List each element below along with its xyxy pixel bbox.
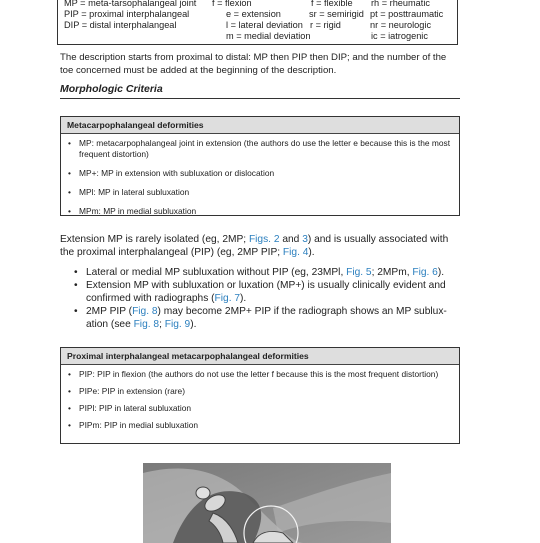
text: ; 2MPm, bbox=[371, 267, 413, 278]
text: ) and is usually associated with the proximal interphalangeal (PIP) (eg, 2MP PIP; bbox=[60, 234, 449, 258]
abbr-item: l = lateral deviation bbox=[226, 20, 303, 30]
box-item: • PIPe: PIP in extension (rare) bbox=[61, 386, 459, 397]
list-item bbox=[74, 305, 464, 331]
figure-link[interactable]: Fig. 9 bbox=[164, 319, 191, 330]
abbr-item: PIP = proximal interphalangeal bbox=[64, 9, 190, 19]
box-item: • PIPl: PIP in lateral subluxation bbox=[61, 403, 459, 414]
mp-deformities-box bbox=[60, 116, 460, 216]
abbr-col-2 bbox=[212, 0, 311, 42]
text: Extension MP is rarely isolated (eg, 2MP; bbox=[60, 234, 249, 245]
section-heading: Morphologic Criteria bbox=[60, 83, 163, 95]
figure-link[interactable]: Figs. 2 bbox=[248, 234, 280, 245]
bullet-list bbox=[74, 266, 464, 331]
abbr-item: r = rigid bbox=[310, 20, 341, 30]
figure-link[interactable]: Fig. 8 bbox=[133, 319, 160, 330]
list-item bbox=[74, 279, 464, 305]
box-item: • MPl: MP in lateral subluxation bbox=[61, 187, 459, 198]
figure-link[interactable]: Fig. 7 bbox=[214, 293, 241, 304]
box-item: • MP: metacarpophalangeal joint in extension (the authors do use the letter e because this is the most frequent distortion) bbox=[61, 138, 459, 160]
pip-deformities-box bbox=[60, 347, 460, 444]
intro-paragraph: The description starts from proximal to distal: MP then PIP then DIP; and the number of the toe concerned must be added at the beginning of the description. bbox=[60, 52, 447, 76]
text: ) may become 2MP+ PIP if the radiograph shows an MP sublux-ation (see bbox=[86, 306, 447, 330]
abbr-item: pt = posttraumatic bbox=[370, 9, 444, 19]
abbr-item: e = extension bbox=[226, 9, 281, 19]
text: ). bbox=[190, 319, 197, 330]
abbr-item: DIP = distal interphalangeal bbox=[64, 20, 177, 30]
box-item: • PIPm: PIP in medial subluxation bbox=[61, 420, 459, 431]
text: Lateral or medial MP subluxation without PIP (eg, 23MPl, bbox=[86, 267, 347, 278]
abbr-item: f = flexible bbox=[311, 0, 353, 8]
figure-link[interactable]: Fig. 4 bbox=[282, 247, 309, 258]
abbr-col-4 bbox=[370, 0, 443, 42]
abbr-item: rh = rheumatic bbox=[371, 0, 430, 8]
section-rule bbox=[60, 98, 460, 99]
figure-link[interactable]: Fig. 5 bbox=[346, 267, 372, 278]
abbr-col-1 bbox=[64, 0, 196, 31]
abbr-item: m = medial deviation bbox=[226, 31, 311, 41]
text: and bbox=[279, 234, 303, 245]
abbr-item: f = flexion bbox=[212, 0, 252, 8]
figure-link[interactable]: Fig. 6 bbox=[412, 267, 438, 278]
list-item bbox=[74, 266, 464, 279]
body-paragraph bbox=[60, 233, 462, 259]
abbr-col-3 bbox=[309, 0, 364, 31]
radiograph-figure bbox=[143, 463, 391, 543]
figure-link[interactable]: 3 bbox=[302, 234, 308, 245]
abbr-item: ic = iatrogenic bbox=[371, 31, 428, 41]
text: Extension MP with subluxation or luxation (MP+) is usually clinically evident and confirmed with radiographs ( bbox=[86, 280, 446, 304]
text: ). bbox=[308, 247, 315, 258]
text: ; bbox=[159, 319, 165, 330]
text: 2MP PIP ( bbox=[86, 306, 133, 317]
box-item: • MPm: MP in medial subluxation bbox=[61, 206, 459, 217]
radiograph-image bbox=[143, 463, 391, 543]
abbr-item: MP = meta-tarsophalangeal joint bbox=[64, 0, 197, 8]
box-item: • MP+: MP in extension with subluxation or dislocation bbox=[61, 168, 459, 179]
figure-link[interactable]: Fig. 8 bbox=[132, 306, 158, 317]
text: ). bbox=[240, 293, 247, 304]
abbr-item: sr = semirigid bbox=[309, 9, 364, 19]
text: ). bbox=[437, 267, 445, 278]
box-heading: Metacarpophalangeal deformities bbox=[61, 117, 459, 134]
box-heading: Proximal interphalangeal metacarpophalangeal deformities bbox=[61, 348, 459, 365]
abbr-item: nr = neurologic bbox=[370, 20, 432, 30]
box-item: • PIP: PIP in flexion (the authors do not use the letter f because this is the most frequent distortion) bbox=[61, 369, 459, 380]
